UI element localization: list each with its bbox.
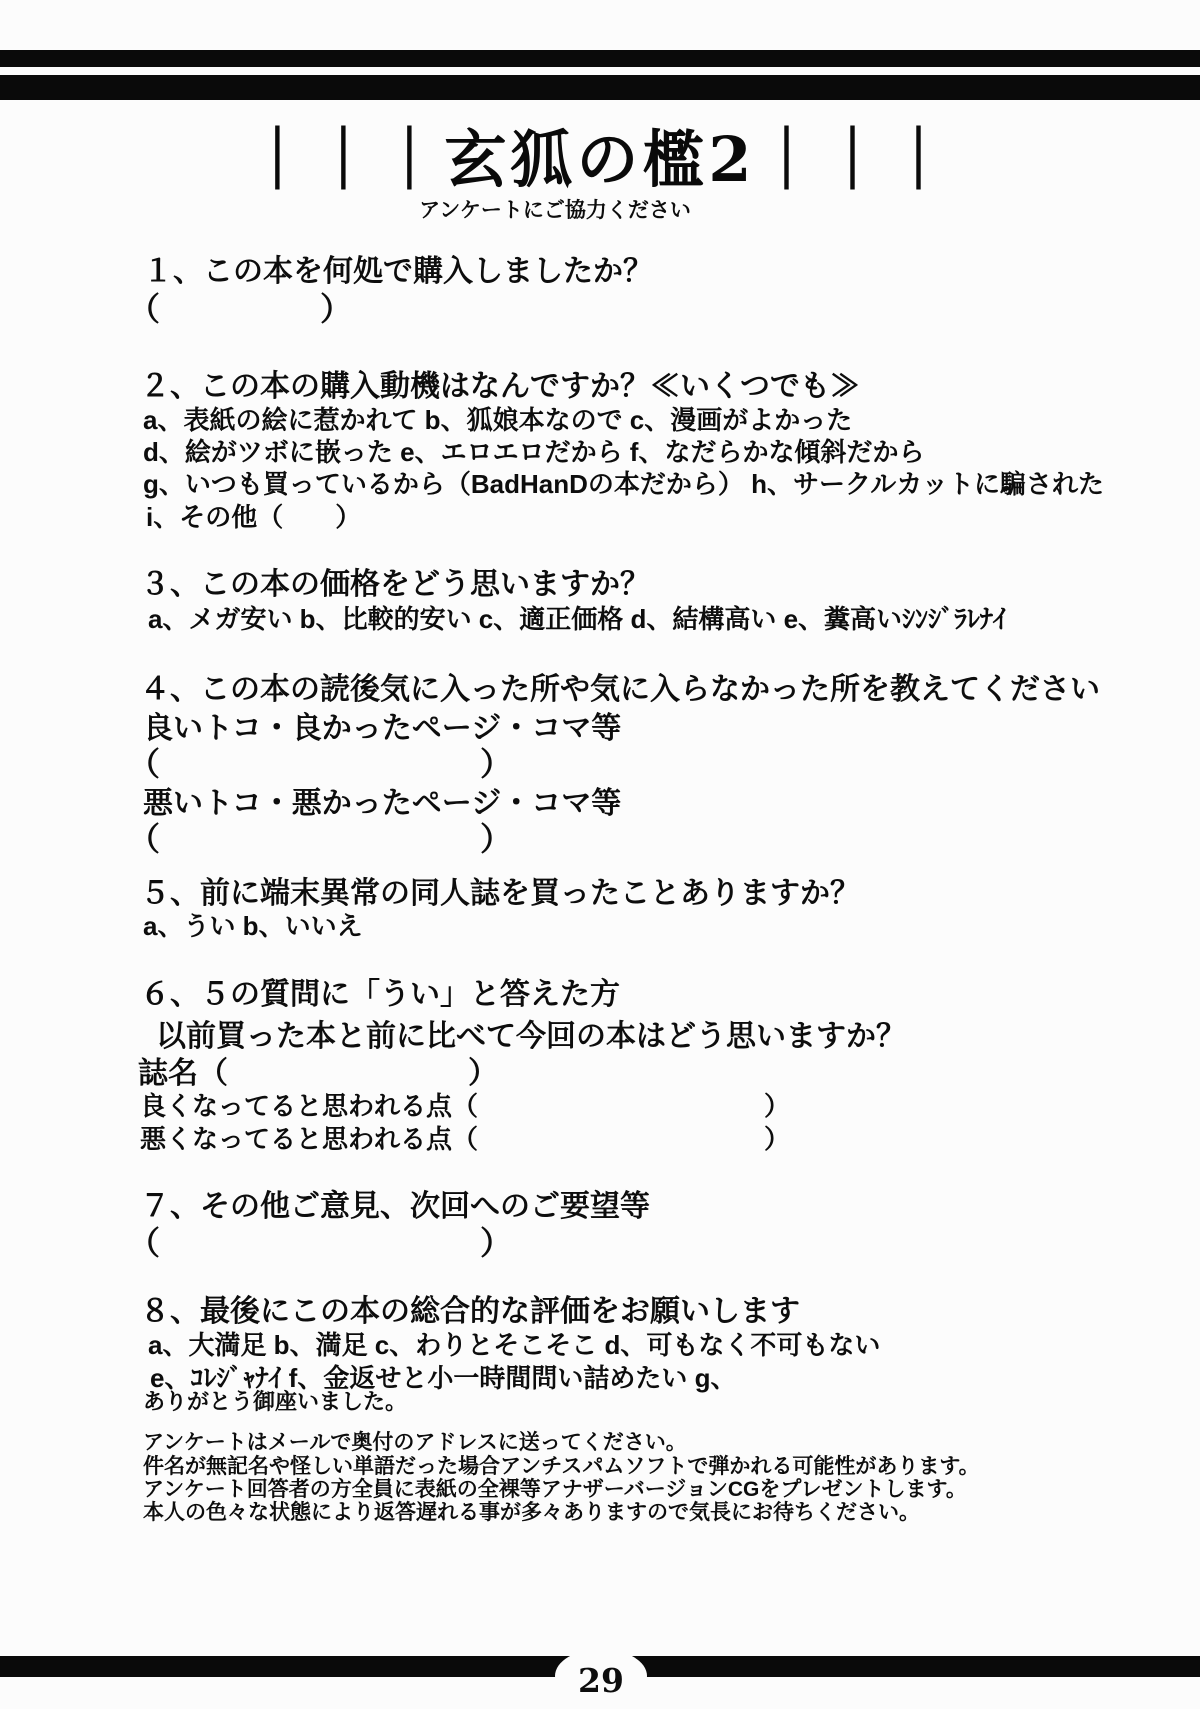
top-border-bar-thin	[0, 50, 1200, 67]
footer-note-3: アンケート回答者の方全員に表紙の全裸等アナザーバージョンCGをプレゼントします。	[143, 1478, 967, 1501]
question-1-heading: １、この本を何処で購入しましたか？	[143, 255, 653, 288]
question-2-heading: ２、この本の購入動機はなんですか？≪いくつでも≫	[140, 370, 860, 403]
footer-note-2: 件名が無記名や怪しい単語だった場合アンチスパムソフトで弾かれる可能性があります。	[143, 1455, 980, 1478]
question-3-heading: ３、この本の価格をどう思いますか？	[140, 568, 650, 601]
question-6-sub-question: 以前買った本と前に比べて今回の本はどう思いますか？	[156, 1020, 906, 1053]
top-border-bar-thick	[0, 75, 1200, 100]
question-6-worsened-blank: 悪くなってると思われる点（ ）	[140, 1124, 791, 1154]
question-8-heading: ８、最後にこの本の総合的な評価をお願いします	[140, 1295, 800, 1328]
question-4-good-label: 良いトコ・良かったページ・コマ等	[143, 712, 622, 745]
footer-note-1: アンケートはメールで奥付のアドレスに送ってください。	[143, 1431, 687, 1454]
question-4-bad-blank: （ ）	[128, 821, 513, 857]
question-1-answer-blank: （ ）	[128, 291, 353, 327]
question-8-options-line-1: a、大満足 b、満足 c、わりとそこそこ d、可もなく不可もない	[148, 1330, 881, 1360]
question-6-book-name-blank: 誌名（ ）	[138, 1057, 498, 1090]
page-number-badge	[555, 1649, 647, 1703]
doujin-title: ｜｜｜玄狐の檻2｜｜｜	[246, 123, 954, 196]
question-4-heading: ４、この本の読後気に入った所や気に入らなかった所を教えてください	[140, 673, 1100, 706]
question-7-answer-blank: （ ）	[128, 1225, 513, 1261]
footer-note-4: 本人の色々な状態により返答遅れる事が多々ありますので気長にお待ちください。	[143, 1501, 920, 1524]
question-2-options-line-1: a、表紙の絵に惹かれて b、狐娘本なので c、漫画がよかった	[143, 405, 853, 435]
question-4-bad-label: 悪いトコ・悪かったページ・コマ等	[143, 787, 622, 820]
question-2-options-line-2: d、絵がツボに嵌った e、エロエロだから f、なだらかな傾斜だから	[143, 437, 925, 467]
question-6-improved-blank: 良くなってると思われる点（ ）	[140, 1091, 791, 1121]
question-5-options: a、うい b、いいえ	[143, 911, 363, 941]
question-3-options: a、メガ安い b、比較的安い c、適正価格 d、結構高い e、糞高いｼﾝｼﾞﾗﾚﾅｲ	[148, 604, 1007, 634]
question-2-option-other: i、その他（ ）	[146, 502, 362, 532]
thank-you-line: ありがとう御座いました。	[143, 1389, 408, 1414]
question-8-options-line-2: e、ｺﾚｼﾞｬﾅｲ f、金返せと小一時間問い詰めたい g、	[150, 1363, 737, 1393]
page-number: 29	[578, 1660, 624, 1700]
question-4-good-blank: （ ）	[128, 746, 513, 782]
question-2-options-line-3: g、いつも買っているから（BadHanDの本だから） h、サークルカットに騙された	[143, 469, 1104, 499]
survey-subtitle: アンケートにご協力ください	[419, 199, 691, 222]
question-7-heading: ７、その他ご意見、次回へのご要望等	[140, 1190, 650, 1223]
question-6-heading: ６、５の質問に「うい」と答えた方	[140, 978, 620, 1011]
question-5-heading: ５、前に端末異常の同人誌を買ったことありますか？	[140, 877, 860, 910]
